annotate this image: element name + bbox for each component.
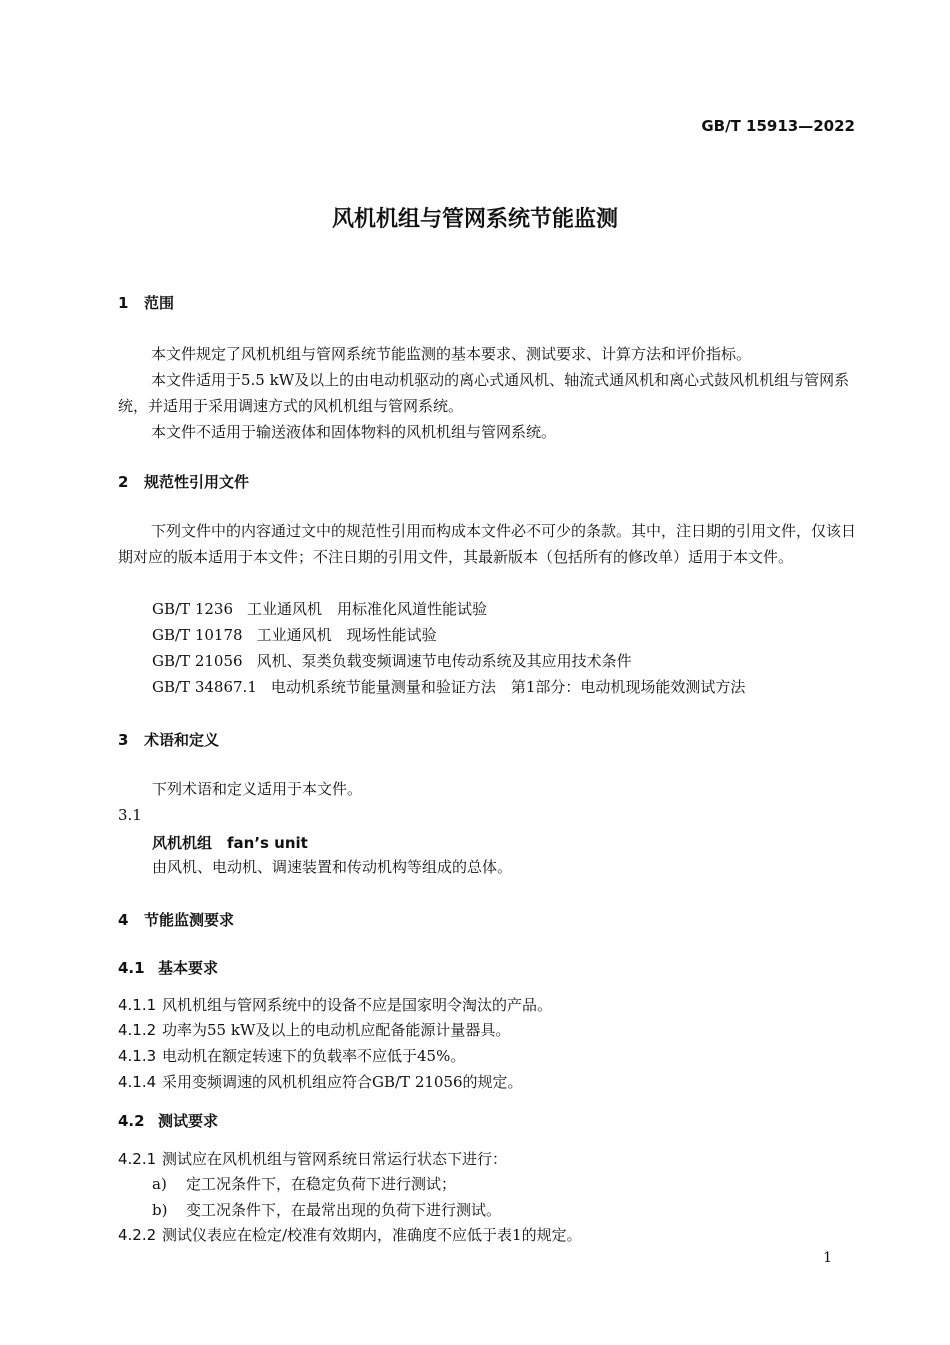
clause xyxy=(118,1019,510,1040)
clause-text: 测试仪表应在检定/校准有效期内，准确度不应低于表1的规定。 xyxy=(162,1226,582,1244)
clause-number: 4.1.4 xyxy=(118,1073,157,1091)
section-4-heading xyxy=(118,909,234,930)
reference-code: GB/T 21056 xyxy=(152,652,243,670)
section-1-heading xyxy=(118,292,174,313)
section-title: 规范性引用文件 xyxy=(144,473,250,491)
subsection-title: 测试要求 xyxy=(158,1112,219,1130)
reference-code: GB/T 1236 xyxy=(152,600,234,618)
reference-item xyxy=(152,650,646,671)
subsection-title: 基本要求 xyxy=(158,959,219,977)
reference-item xyxy=(152,598,501,619)
subsection-4-1-heading xyxy=(118,957,218,978)
clause-number: 4.1.1 xyxy=(118,996,157,1014)
reference-title: 工业通风机 现场性能试验 xyxy=(256,626,437,644)
section-3-heading xyxy=(118,729,219,750)
list-item-label: a) xyxy=(152,1175,167,1193)
paragraph: 本文件规定了风机机组与管网系统节能监测的基本要求、测试要求、计算方法和评价指标。 xyxy=(151,345,752,363)
page-number: 1 xyxy=(823,1250,832,1266)
section-2-heading xyxy=(118,471,249,492)
term-title: 风机机组 fan’s unit xyxy=(152,834,308,852)
clause-text: 风机机组与管网系统中的设备不应是国家明令淘汰的产品。 xyxy=(162,996,553,1014)
reference-title: 工业通风机 用标准化风道性能试验 xyxy=(247,600,488,618)
clause xyxy=(118,1224,582,1245)
reference-title: 风机、泵类负载变频调速节电传动系统及其应用技术条件 xyxy=(256,652,632,670)
reference-code: GB/T 10178 xyxy=(152,626,243,644)
clause-number: 4.1.2 xyxy=(118,1021,157,1039)
clause xyxy=(118,1071,523,1092)
list-item xyxy=(152,1173,456,1194)
document-code: GB/T 15913—2022 xyxy=(701,117,855,135)
section-number: 1 xyxy=(118,294,129,312)
paragraph: 下列文件中的内容通过文中的规范性引用而构成本文件必不可少的条款。其中，注日期的引用文件，仅该日期对应的版本适用于本文件；不注日期的引用文件，其最新版本（包括所有的修改单）适用于本文件。 xyxy=(118,522,857,566)
list-item-text: 变工况条件下，在最常出现的负荷下进行测试。 xyxy=(186,1201,502,1219)
reference-item xyxy=(152,676,759,697)
section-number: 4 xyxy=(118,911,129,929)
section-number: 3 xyxy=(118,731,129,749)
subsection-4-2-heading xyxy=(118,1110,218,1131)
section-title: 术语和定义 xyxy=(144,731,220,749)
term-definition: 由风机、电动机、调速装置和传动机构等组成的总体。 xyxy=(152,858,513,876)
section-number: 2 xyxy=(118,473,129,491)
reference-item xyxy=(152,624,451,645)
section-title: 节能监测要求 xyxy=(144,911,235,929)
clause-text: 功率为55 kW及以上的电动机应配备能源计量器具。 xyxy=(162,1021,511,1039)
list-item-text: 定工况条件下，在稳定负荷下进行测试； xyxy=(186,1175,457,1193)
clause-text: 测试应在风机机组与管网系统日常运行状态下进行： xyxy=(162,1150,508,1168)
reference-code: GB/T 34867.1 xyxy=(152,678,257,696)
clause xyxy=(118,994,552,1015)
clause-text: 采用变频调速的风机机组应符合GB/T 21056的规定。 xyxy=(162,1073,523,1091)
subsection-number: 4.2 xyxy=(118,1112,145,1130)
list-item-label: b) xyxy=(152,1201,168,1219)
page-title: 风机机组与管网系统节能监测 xyxy=(331,207,618,232)
clause-number: 4.2.2 xyxy=(118,1226,157,1244)
paragraph: 本文件不适用于输送液体和固体物料的风机机组与管网系统。 xyxy=(151,423,557,441)
section-title: 范围 xyxy=(144,294,175,312)
clause-text: 电动机在额定转速下的负载率不应低于45%。 xyxy=(162,1047,466,1065)
paragraph: 本文件适用于5.5 kW及以上的由电动机驱动的离心式通风机、轴流式通风机和离心式鼓风机机组与管网系统，并适用于采用调速方式的风机机组与管网系统。 xyxy=(118,371,850,415)
clause-number: 4.1.3 xyxy=(118,1047,157,1065)
clause xyxy=(118,1045,465,1066)
term-number: 3.1 xyxy=(118,806,142,824)
subsection-number: 4.1 xyxy=(118,959,145,977)
paragraph: 下列术语和定义适用于本文件。 xyxy=(152,780,363,798)
clause xyxy=(118,1148,507,1169)
reference-title: 电动机系统节能量测量和验证方法 第1部分：电动机现场能效测试方法 xyxy=(270,678,746,696)
clause-number: 4.2.1 xyxy=(118,1150,157,1168)
list-item xyxy=(152,1199,501,1220)
